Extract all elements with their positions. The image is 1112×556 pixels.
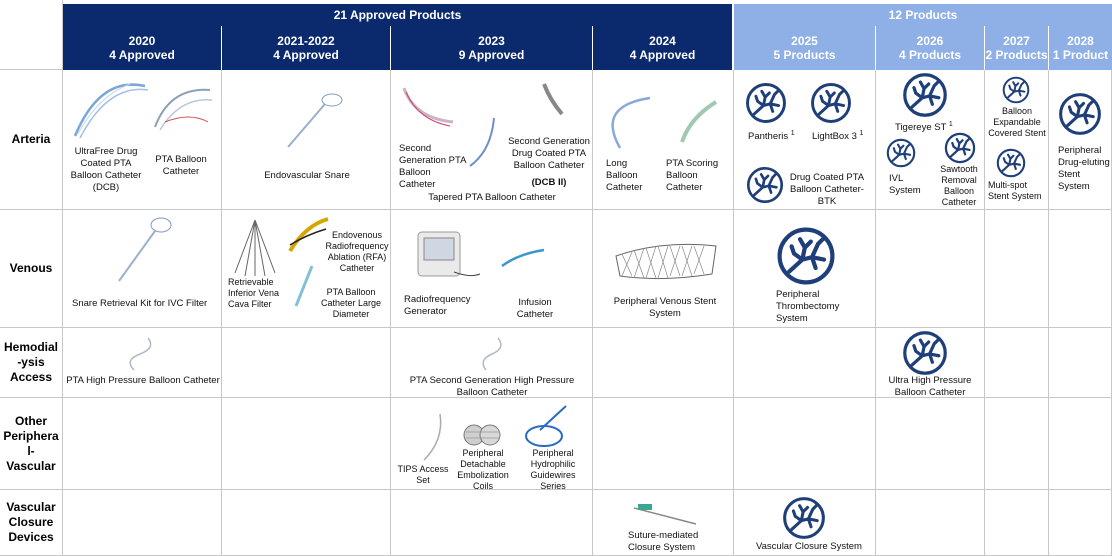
- row-label-text: Arteria: [11, 132, 51, 146]
- year-label: 2026: [916, 34, 944, 48]
- year-header-2028: [1049, 26, 1112, 70]
- product-pantheris: [748, 128, 808, 143]
- year-count: 4 Approved: [109, 48, 175, 62]
- year-label: 2020: [128, 34, 156, 48]
- grid-cell: [593, 398, 734, 490]
- product-pta-balloon-catheter: PTA Balloon Catheter: [155, 154, 207, 177]
- product-scoring-balloon: PTA Scoring Balloon Catheter: [666, 158, 719, 193]
- product-pta-second-gen-hp: PTA Second Generation High Pressure Balloon Catheter: [409, 375, 575, 398]
- product-lightbox: [812, 128, 876, 143]
- embolization-coils-image: [460, 420, 510, 450]
- grid-cell: [222, 328, 391, 398]
- grid-cell: [985, 210, 1049, 328]
- grid-cell: [63, 490, 222, 556]
- approved-banner-label: 21 Approved Products: [333, 8, 462, 22]
- endovascular-snare-image: [280, 92, 350, 152]
- grid-cell: [222, 490, 391, 556]
- vessel-tree-icon: [1058, 92, 1102, 136]
- grid-cell: [876, 398, 985, 490]
- scoring-balloon-image: [672, 98, 722, 148]
- year-count: 4 Approved: [629, 48, 696, 62]
- year-count: 5 Products: [773, 48, 836, 62]
- product-thrombectomy: Peripheral Thrombectomy System: [776, 289, 840, 324]
- product-sawtooth-balloon: Sawtooth Removal Balloon Catheter: [940, 164, 978, 207]
- year-header-2024: [593, 26, 734, 70]
- product-tips-access: TIPS Access Set: [397, 464, 449, 485]
- product-long-balloon: Long Balloon Catheter: [606, 158, 643, 193]
- vessel-tree-icon: [886, 138, 916, 168]
- hydrophilic-guidewire-image: [520, 402, 570, 452]
- product-covered-stent: Balloon Expandable Covered Stent: [988, 106, 1046, 138]
- row-label-other-peripheral: [0, 398, 63, 490]
- row-label-hemodialysis: [0, 328, 63, 398]
- year-header-2025: [734, 26, 876, 70]
- row-label-arteria: [0, 70, 63, 210]
- tips-access-image: [410, 410, 450, 466]
- vessel-tree-icon: [902, 330, 948, 376]
- product-ivl-system: IVL System: [889, 173, 921, 196]
- second-gen-dcb-image: [538, 80, 568, 120]
- grid-cell: [1049, 398, 1112, 490]
- footnote-mark: 1: [790, 130, 795, 137]
- product-suture-closure: Suture-mediated Closure System: [628, 530, 699, 553]
- vessel-tree-icon: [1002, 76, 1030, 104]
- vessel-tree-icon: [745, 82, 787, 124]
- grid-cell: [876, 210, 985, 328]
- footnote-mark: 1: [948, 121, 953, 128]
- grid-cell: [63, 398, 222, 490]
- vessel-tree-icon: [782, 496, 826, 540]
- grid-cell: [222, 398, 391, 490]
- row-label-text: Hemodial -ysis Access: [3, 340, 58, 384]
- vessel-tree-icon: [746, 166, 784, 204]
- product-rf-generator: Radiofrequency Generator: [404, 294, 471, 317]
- year-label: 2021-2022: [277, 34, 335, 48]
- hemo-second-gen-image: [474, 334, 510, 374]
- product-dcb-btk: Drug Coated PTA Balloon Catheter-BTK: [789, 172, 865, 207]
- products-banner-label: 12 Products: [888, 8, 958, 22]
- product-second-gen-dcb-abbr: (DCB II): [531, 177, 567, 188]
- grid-cell: [985, 328, 1049, 398]
- venous-stent-image: [612, 236, 720, 284]
- product-tapered-pta: Tapered PTA Balloon Catheter: [428, 192, 556, 203]
- vessel-tree-icon: [902, 72, 948, 118]
- product-infusion-catheter: Infusion Catheter: [516, 297, 554, 320]
- products-banner: [734, 4, 1112, 26]
- grid-cell: [734, 398, 876, 490]
- large-balloon-image: [290, 262, 320, 310]
- dcb-catheter-image: [70, 76, 150, 146]
- product-large-balloon: PTA Balloon Catheter Large Diameter: [320, 287, 382, 319]
- approved-products-banner: [63, 4, 734, 26]
- product-dcb-catheter: UltraFree Drug Coated PTA Balloon Catheter: [70, 146, 142, 181]
- year-count: 1 Product: [1052, 48, 1109, 62]
- rf-generator-image: [410, 228, 482, 288]
- ivc-snare-kit-image: [115, 215, 175, 285]
- year-count: 4 Approved: [273, 48, 339, 62]
- year-count: 2 Products: [985, 48, 1048, 62]
- product-multi-spot-stent: Multi-spot Stent System: [988, 180, 1042, 201]
- pta-balloon-catheter-image: [150, 82, 215, 137]
- product-ivc-snare-kit: Snare Retrieval Kit for IVC Filter: [72, 298, 208, 309]
- grid-cell: [1049, 210, 1112, 328]
- second-gen-pta-image: [398, 82, 458, 147]
- year-header-2023: [391, 26, 593, 70]
- year-count: 4 Products: [898, 48, 961, 62]
- row-label-text: Other Periphera l- Vascular: [3, 413, 59, 473]
- product-venous-stent: Peripheral Venous Stent System: [613, 296, 717, 319]
- tapered-pta-image: [466, 116, 506, 171]
- product-embolization-coils: Peripheral Detachable Embolization Coils: [457, 448, 509, 491]
- product-pta-high-pressure: PTA High Pressure Balloon Catheter: [66, 375, 220, 386]
- product-rfa-catheter: Endovenous Radiofrequency Ablation (RFA) Catheter: [325, 230, 389, 273]
- product-second-gen-dcb: Second Generation Drug Coated PTA Balloon Catheter: [508, 136, 590, 171]
- suture-closure-image: [630, 498, 700, 528]
- grid-cell: [985, 398, 1049, 490]
- product-endovascular-snare: Endovascular Snare: [264, 170, 350, 181]
- year-label: 2028: [1067, 34, 1094, 48]
- year-header-2026: [876, 26, 985, 70]
- year-label: 2027: [1003, 34, 1030, 48]
- product-hydrophilic-guidewires: Peripheral Hydrophilic Guidewires Series: [530, 448, 576, 491]
- vessel-tree-icon: [996, 148, 1026, 178]
- grid-cell: [1049, 490, 1112, 556]
- grid-cell: [391, 490, 593, 556]
- product-second-gen-pta: Second Generation PTA Balloon Catheter: [399, 143, 466, 190]
- row-label-text: Venous: [9, 261, 53, 275]
- row-label-text: Vascular Closure Devices: [6, 500, 56, 544]
- product-ivc-filter: Retrievable Inferior Vena Cava Filter: [228, 277, 280, 309]
- product-drug-eluting-stent: Peripheral Drug-eluting Stent System: [1058, 145, 1110, 192]
- hemo-balloon-image: [120, 334, 160, 374]
- product-dcb-catheter-abbr: (DCB): [92, 182, 120, 193]
- product-name: Pantheris: [748, 131, 789, 143]
- row-label-vascular-closure: [0, 490, 63, 556]
- year-header-2020: [63, 26, 222, 70]
- product-name: Tigereye ST: [895, 122, 947, 134]
- row-label-venous: [0, 210, 63, 328]
- ivc-filter-image: [230, 218, 280, 278]
- product-name: LightBox 3: [812, 131, 857, 143]
- year-header-2021-2022: [222, 26, 391, 70]
- year-label: 2023: [478, 34, 505, 48]
- grid-cell: [593, 328, 734, 398]
- footnote-mark: 1: [859, 130, 864, 137]
- vessel-tree-icon: [944, 132, 976, 164]
- grid-cell: [1049, 328, 1112, 398]
- year-label: 2024: [649, 34, 676, 48]
- year-label: 2025: [791, 34, 818, 48]
- product-vascular-closure: Vascular Closure System: [756, 541, 862, 552]
- year-header-2027: [985, 26, 1049, 70]
- vessel-tree-icon: [776, 226, 836, 286]
- grid-cell: [734, 328, 876, 398]
- infusion-catheter-image: [498, 244, 548, 274]
- vessel-tree-icon: [810, 82, 852, 124]
- grid-cell: [876, 490, 985, 556]
- corner-cell: [0, 0, 63, 70]
- year-count: 9 Approved: [458, 48, 525, 62]
- grid-cell: [985, 490, 1049, 556]
- product-ultra-high-pressure: Ultra High Pressure Balloon Catheter: [888, 375, 972, 398]
- long-balloon-image: [600, 92, 660, 152]
